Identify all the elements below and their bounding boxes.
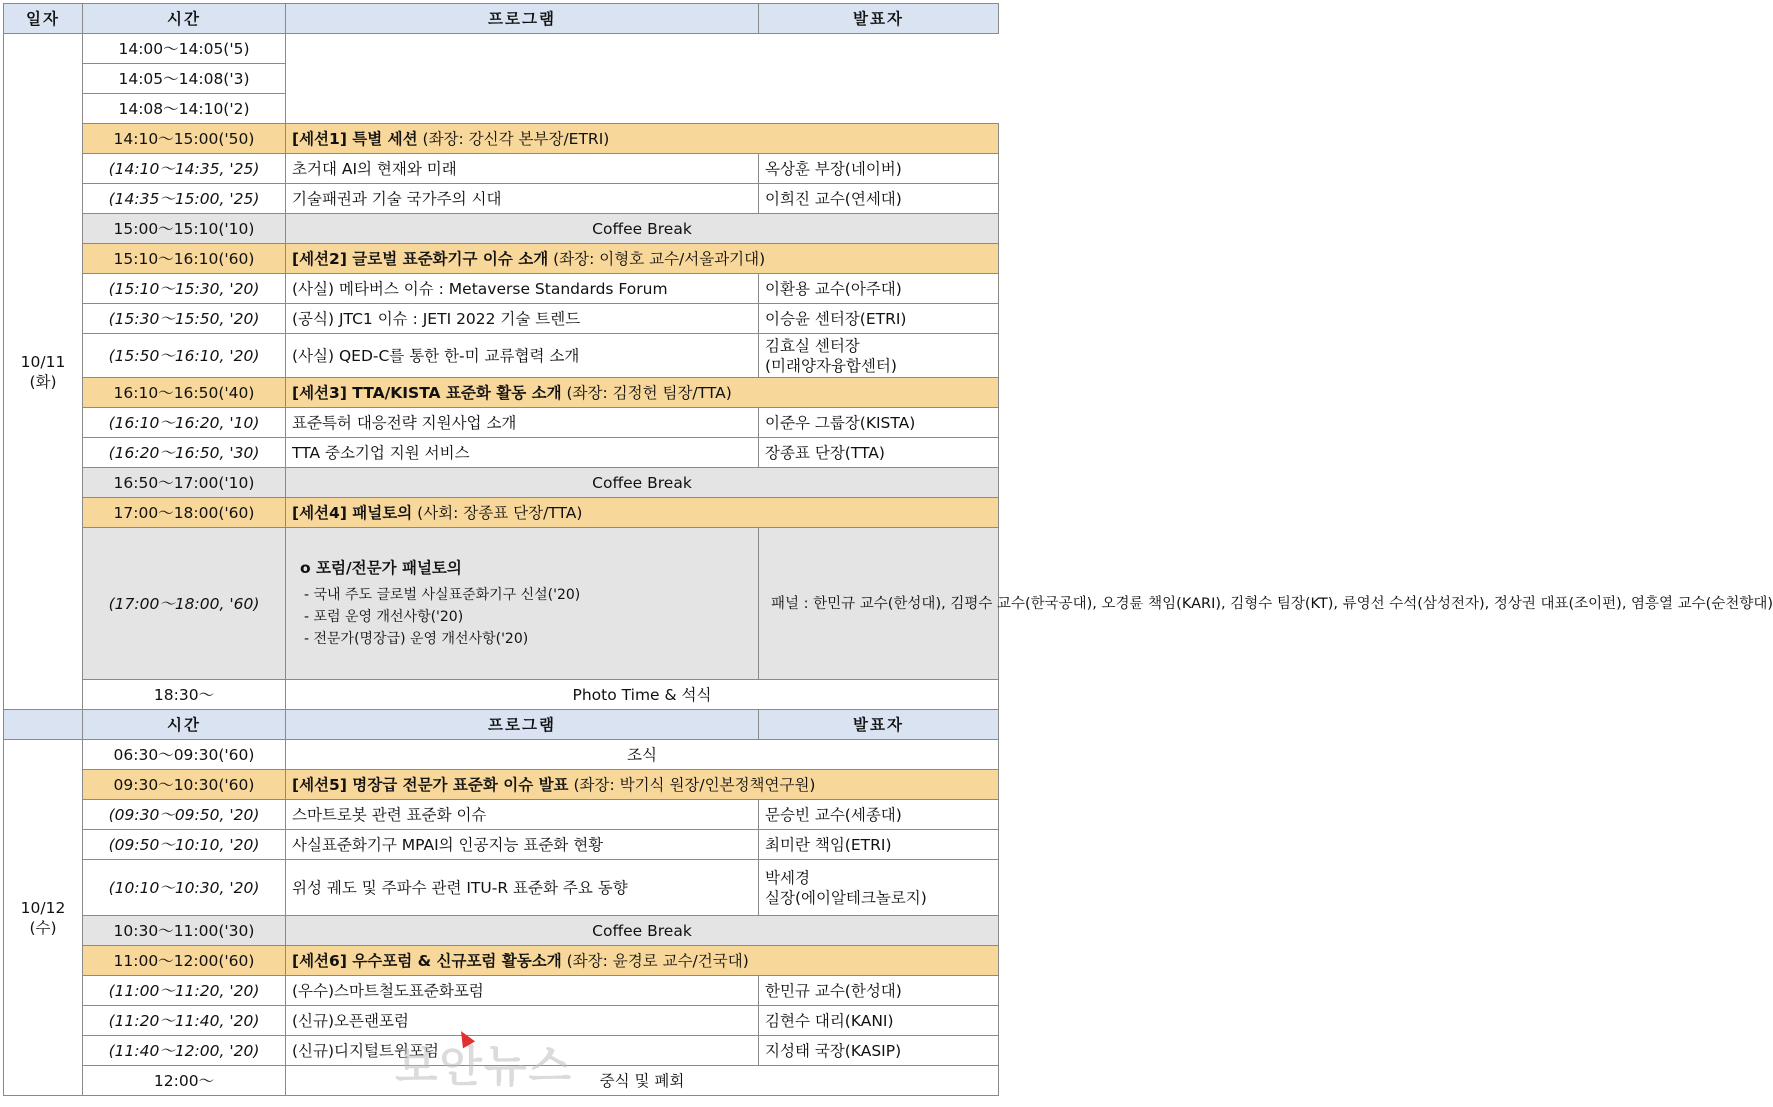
presenter-cell: 이환용 교수(아주대) <box>759 274 999 304</box>
program-merged-cell: 중식 및 폐회 <box>286 1066 999 1096</box>
program-merged-cell: 조식 <box>286 740 999 770</box>
schedule-row <box>4 244 999 274</box>
schedule-row <box>4 184 999 214</box>
panel-heading: o 포럼/전문가 패널토의 <box>300 558 462 577</box>
schedule-row <box>4 274 999 304</box>
program-cell: 사실표준화기구 MPAI의 인공지능 표준화 현황 <box>286 830 759 860</box>
header-blank <box>4 710 83 740</box>
program-cell: 스마트로봇 관련 표준화 이슈 <box>286 800 759 830</box>
schedule-row <box>4 64 999 94</box>
time-cell: (16:10～16:20, '10) <box>83 408 286 438</box>
coffee-break-cell: Coffee Break <box>286 468 999 498</box>
header-time: 시간 <box>83 710 286 740</box>
session-title-cell <box>286 378 999 408</box>
presenter-affiliation: 실장(에이알테크놀로지) <box>765 888 927 907</box>
session-title-cell <box>286 498 999 528</box>
schedule-row <box>4 528 999 680</box>
time-cell: (11:40～12:00, '20) <box>83 1036 286 1066</box>
header-time: 시간 <box>83 4 286 34</box>
time-cell: (11:20～11:40, '20) <box>83 1006 286 1036</box>
day-date: 10/12 <box>20 898 66 917</box>
schedule-row <box>4 860 999 916</box>
time-cell: 15:10～16:10('60) <box>83 244 286 274</box>
presenter-cell: 문승빈 교수(세종대) <box>759 800 999 830</box>
presenter-cell: 최미란 책임(ETRI) <box>759 830 999 860</box>
schedule-row <box>4 214 999 244</box>
time-cell: 12:00～ <box>83 1066 286 1096</box>
schedule-row <box>4 770 999 800</box>
header-row <box>4 4 999 34</box>
presenter-cell: 이준우 그룹장(KISTA) <box>759 408 999 438</box>
presenter-affiliation: (미래양자융합센터) <box>765 356 897 375</box>
schedule-row <box>4 498 999 528</box>
schedule-row <box>4 408 999 438</box>
header-date: 일자 <box>4 4 83 34</box>
presenter-cell: 장종표 단장(TTA) <box>759 438 999 468</box>
schedule-row <box>4 124 999 154</box>
presenter-cell: 이희진 교수(연세대) <box>759 184 999 214</box>
day-weekday: (수) <box>29 918 57 937</box>
coffee-break-cell: Coffee Break <box>286 214 999 244</box>
program-cell: (우수)스마트철도표준화포럼 <box>286 976 759 1006</box>
panel-topic: - 국내 주도 글로벌 사실표준화기구 신설('20) <box>304 586 581 603</box>
schedule-row <box>4 916 999 946</box>
time-cell: 14:08～14:10('2) <box>83 94 286 124</box>
time-cell: 15:00～15:10('10) <box>83 214 286 244</box>
schedule-row <box>4 946 999 976</box>
program-cell: (공식) JTC1 이슈 : JETI 2022 기술 트렌드 <box>286 304 759 334</box>
presenter-cell: 김현수 대리(KANI) <box>759 1006 999 1036</box>
panel-members-cell: 패널 : 한민규 교수(한성대), 김평수 교수(한국공대), 오경륜 책임(KARI), 김형수 팀장(KT), 류영선 수석(삼성전자), 정상권 대표(조이펀), 염흥열 교수(순천향대) <box>759 528 999 680</box>
presenter-name: 박세경 <box>765 868 810 887</box>
day-date-cell <box>4 740 83 1096</box>
session-title: [세션3] TTA/KISTA 표준화 활동 소개 <box>292 383 562 402</box>
session-title: [세션6] 우수포럼 & 신규포럼 활동소개 <box>292 951 562 970</box>
session-title-cell <box>286 946 999 976</box>
schedule-row <box>4 830 999 860</box>
time-cell: 14:00～14:05('5) <box>83 34 286 64</box>
presenter-cell <box>759 334 999 378</box>
schedule-row <box>4 154 999 184</box>
time-cell: (17:00～18:00, '60) <box>83 528 286 680</box>
session-title: [세션1] 특별 세션 <box>292 129 418 148</box>
coffee-break-cell: Coffee Break <box>286 916 999 946</box>
program-cell: (신규)오픈랜포럼 <box>286 1006 759 1036</box>
panel-topic: - 포럼 운영 개선사항('20) <box>304 608 464 625</box>
program-cell: (사실) QED-C를 통한 한-미 교류협력 소개 <box>286 334 759 378</box>
session-chair: (좌장: 강신각 본부장/ETRI) <box>422 129 610 148</box>
panel-topic: - 전문가(명장급) 운영 개선사항('20) <box>304 630 529 647</box>
session-title: [세션4] 패널토의 <box>292 503 413 522</box>
time-cell: 11:00～12:00('60) <box>83 946 286 976</box>
panel-program-cell <box>286 528 759 680</box>
time-cell: (15:30～15:50, '20) <box>83 304 286 334</box>
schedule-row <box>4 680 999 710</box>
schedule-row <box>4 1006 999 1036</box>
presenter-name: 김효실 센터장 <box>765 336 860 355</box>
time-cell: 14:10～15:00('50) <box>83 124 286 154</box>
header-presenter: 발표자 <box>759 710 999 740</box>
time-cell: (14:10～14:35, '25) <box>83 154 286 184</box>
time-cell: 16:10～16:50('40) <box>83 378 286 408</box>
program-cell: TTA 중소기업 지원 서비스 <box>286 438 759 468</box>
session-chair: (좌장: 윤경로 교수/건국대) <box>566 951 749 970</box>
schedule-row <box>4 378 999 408</box>
time-cell: 18:30～ <box>83 680 286 710</box>
day-weekday: (화) <box>29 372 57 391</box>
schedule-table <box>3 3 1773 1096</box>
program-cell: (신규)디지털트윈포럼 <box>286 1036 759 1066</box>
presenter-cell: 한민규 교수(한성대) <box>759 976 999 1006</box>
schedule-row <box>4 334 999 378</box>
schedule-row <box>4 740 999 770</box>
header-presenter: 발표자 <box>759 4 999 34</box>
time-cell: 17:00～18:00('60) <box>83 498 286 528</box>
time-cell: (09:50～10:10, '20) <box>83 830 286 860</box>
schedule-row <box>4 304 999 334</box>
time-cell: (14:35～15:00, '25) <box>83 184 286 214</box>
presenter-cell: 지성태 국장(KASIP) <box>759 1036 999 1066</box>
time-cell: 06:30～09:30('60) <box>83 740 286 770</box>
day-date-cell <box>4 34 83 710</box>
header-row <box>4 710 999 740</box>
program-cell: 기술패권과 기술 국가주의 시대 <box>286 184 759 214</box>
schedule-row <box>4 1066 999 1096</box>
header-program: 프로그램 <box>286 710 759 740</box>
session-chair: (좌장: 이형호 교수/서울과기대) <box>553 249 766 268</box>
header-program: 프로그램 <box>286 4 759 34</box>
program-cell: 초거대 AI의 현재와 미래 <box>286 154 759 184</box>
schedule-row <box>4 1036 999 1066</box>
schedule-row <box>4 976 999 1006</box>
program-cell: 표준특허 대응전략 지원사업 소개 <box>286 408 759 438</box>
session-chair: (좌장: 김정헌 팀장/TTA) <box>566 383 732 402</box>
session-title-cell <box>286 244 999 274</box>
presenter-cell: 옥상훈 부장(네이버) <box>759 154 999 184</box>
program-cell: 위성 궤도 및 주파수 관련 ITU-R 표준화 주요 동향 <box>286 860 759 916</box>
watermark-logo: 보안뉴스 <box>395 1041 574 1092</box>
time-cell: (10:10～10:30, '20) <box>83 860 286 916</box>
presenter-cell <box>759 860 999 916</box>
time-cell: 14:05～14:08('3) <box>83 64 286 94</box>
schedule-row <box>4 34 999 64</box>
day-date: 10/11 <box>20 352 66 371</box>
session-chair: (좌장: 박기식 원장/인본정책연구원) <box>573 775 816 794</box>
time-cell: 10:30～11:00('30) <box>83 916 286 946</box>
time-cell: (09:30～09:50, '20) <box>83 800 286 830</box>
time-cell: (15:10～15:30, '20) <box>83 274 286 304</box>
presenter-cell: 이승윤 센터장(ETRI) <box>759 304 999 334</box>
schedule-row <box>4 438 999 468</box>
schedule-row <box>4 94 999 124</box>
schedule-row <box>4 800 999 830</box>
time-cell: 16:50～17:00('10) <box>83 468 286 498</box>
session-title: [세션2] 글로벌 표준화기구 이슈 소개 <box>292 249 549 268</box>
time-cell: (16:20～16:50, '30) <box>83 438 286 468</box>
program-merged-cell: Photo Time & 석식 <box>286 680 999 710</box>
program-cell: (사실) 메타버스 이슈 : Metaverse Standards Forum <box>286 274 759 304</box>
time-cell: (15:50～16:10, '20) <box>83 334 286 378</box>
time-cell: 09:30～10:30('60) <box>83 770 286 800</box>
session-title: [세션5] 명장급 전문가 표준화 이슈 발표 <box>292 775 569 794</box>
time-cell: (11:00～11:20, '20) <box>83 976 286 1006</box>
session-chair: (사회: 장종표 단장/TTA) <box>417 503 583 522</box>
schedule-row <box>4 468 999 498</box>
session-title-cell <box>286 770 999 800</box>
session-title-cell <box>286 124 999 154</box>
